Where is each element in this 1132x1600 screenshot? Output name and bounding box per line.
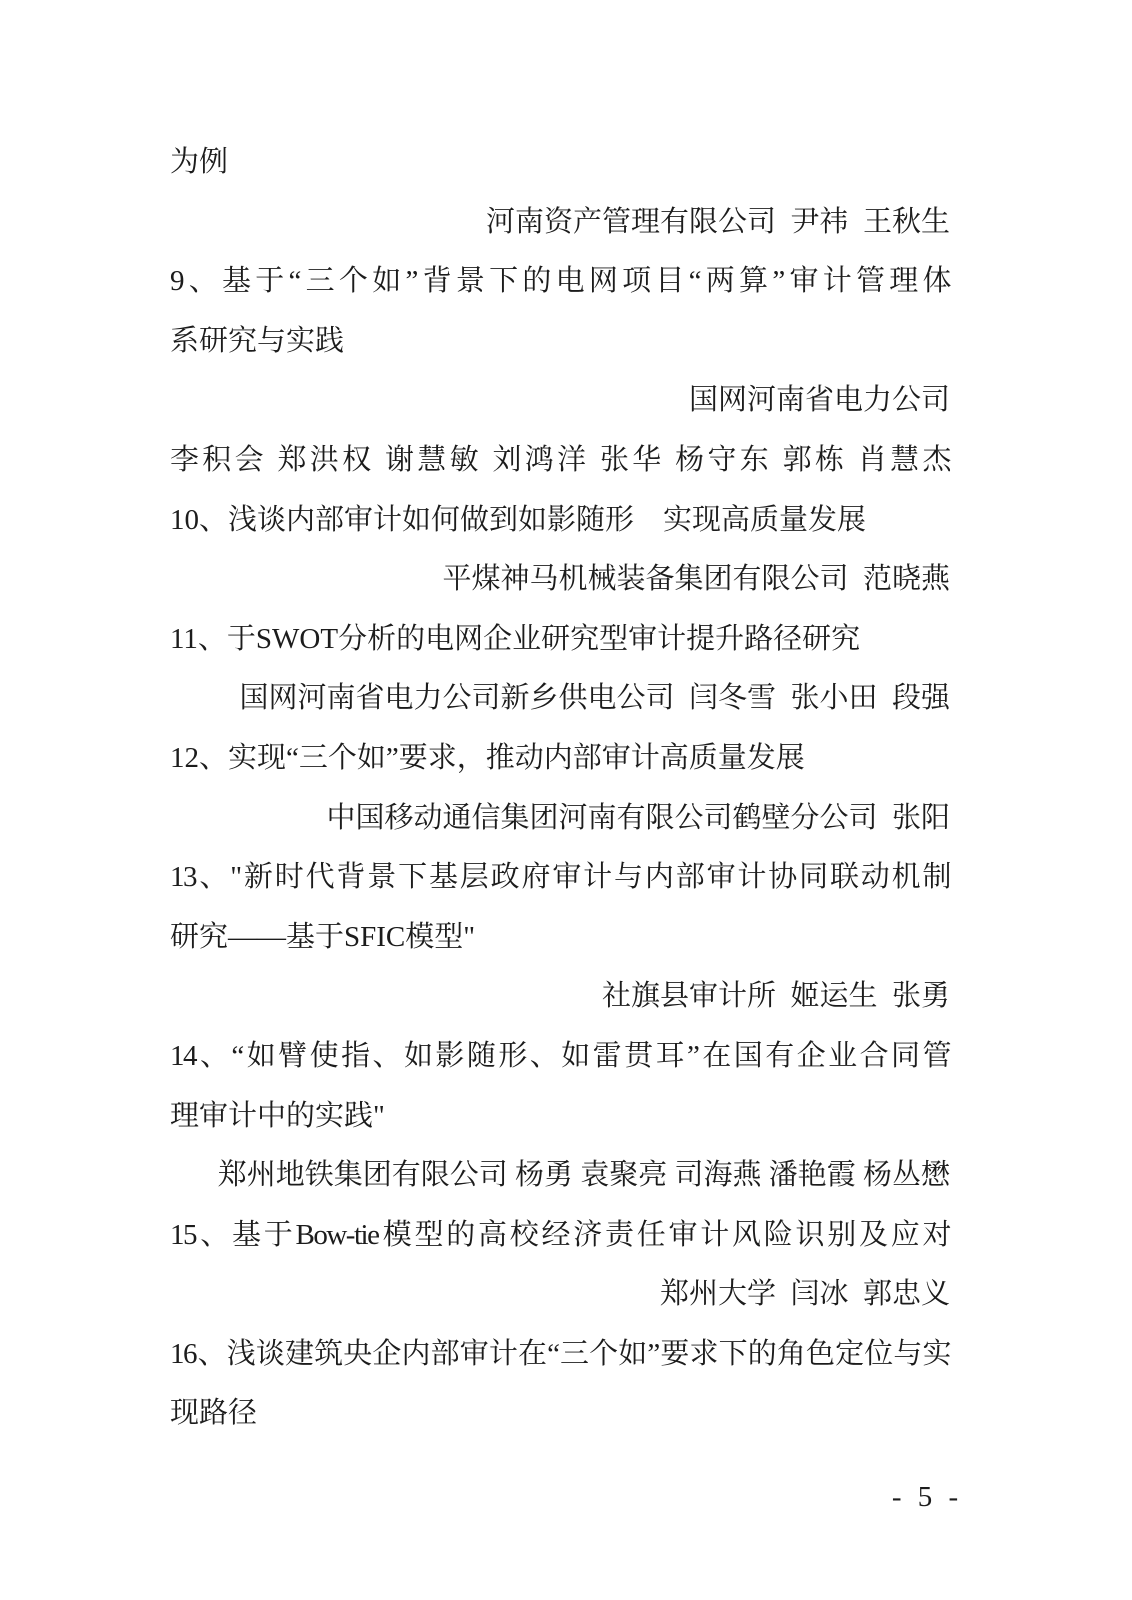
title-entry-14-line-1: 14、“如臂使指、如影随形、如雷贯耳”在国有企业合同管 <box>170 1039 950 1072</box>
title-entry-12: 12、实现“三个如”要求，推动内部审计高质量发展 <box>170 741 805 774</box>
title-entry-16-line-1: 16、浅谈建筑央企内部审计在“三个如”要求下的角色定位与实 <box>170 1337 950 1370</box>
title-entry-9-line-2: 系研究与实践 <box>170 324 345 357</box>
org-authors-entry-13: 社旗县审计所 姬运生 张勇 <box>601 980 950 1013</box>
title-entry-15: 15、基于Bow-tie模型的高校经济责任审计风险识别及应对 <box>170 1218 950 1251</box>
title-entry-14-line-2: 理审计中的实践" <box>170 1099 385 1132</box>
authors-entry-8: 河南资产管理有限公司 尹祎 王秋生 <box>485 205 950 238</box>
page-number: - 5 - <box>891 1481 959 1513</box>
title-entry-16-line-2: 现路径 <box>170 1397 258 1430</box>
title-entry-10: 10、浅谈内部审计如何做到如影随形 实现高质量发展 <box>170 503 867 536</box>
document-body <box>170 133 950 1444</box>
org-authors-entry-11: 国网河南省电力公司新乡供电公司 闫冬雪 张小田 段强 <box>239 682 950 715</box>
carryover-title-line: 为例 <box>170 146 229 178</box>
title-entry-13-line-1: 13、"新时代背景下基层政府审计与内部审计协同联动机制 <box>170 861 950 894</box>
title-entry-9-line-1: 9、基于“三个如”背景下的电网项目“两算”审计管理体 <box>170 265 950 298</box>
title-entry-11: 11、于SWOT分析的电网企业研究型审计提升路径研究 <box>170 622 861 655</box>
org-authors-entry-14: 郑州地铁集团有限公司 杨勇 袁聚亮 司海燕 潘艳霞 杨丛懋 <box>217 1159 950 1192</box>
org-authors-entry-12: 中国移动通信集团河南有限公司鹤壁分公司 张阳 <box>326 801 950 834</box>
org-authors-entry-15: 郑州大学 闫冰 郭忠义 <box>659 1278 950 1311</box>
org-authors-entry-10: 平煤神马机械装备集团有限公司 范晓燕 <box>442 563 950 596</box>
authors-entry-9: 李积会 郑洪权 谢慧敏 刘鸿洋 张华 杨守东 郭栋 肖慧杰 <box>170 443 950 476</box>
title-entry-13-line-2: 研究——基于SFIC模型" <box>170 920 476 953</box>
org-entry-9: 国网河南省电力公司 <box>688 384 950 417</box>
